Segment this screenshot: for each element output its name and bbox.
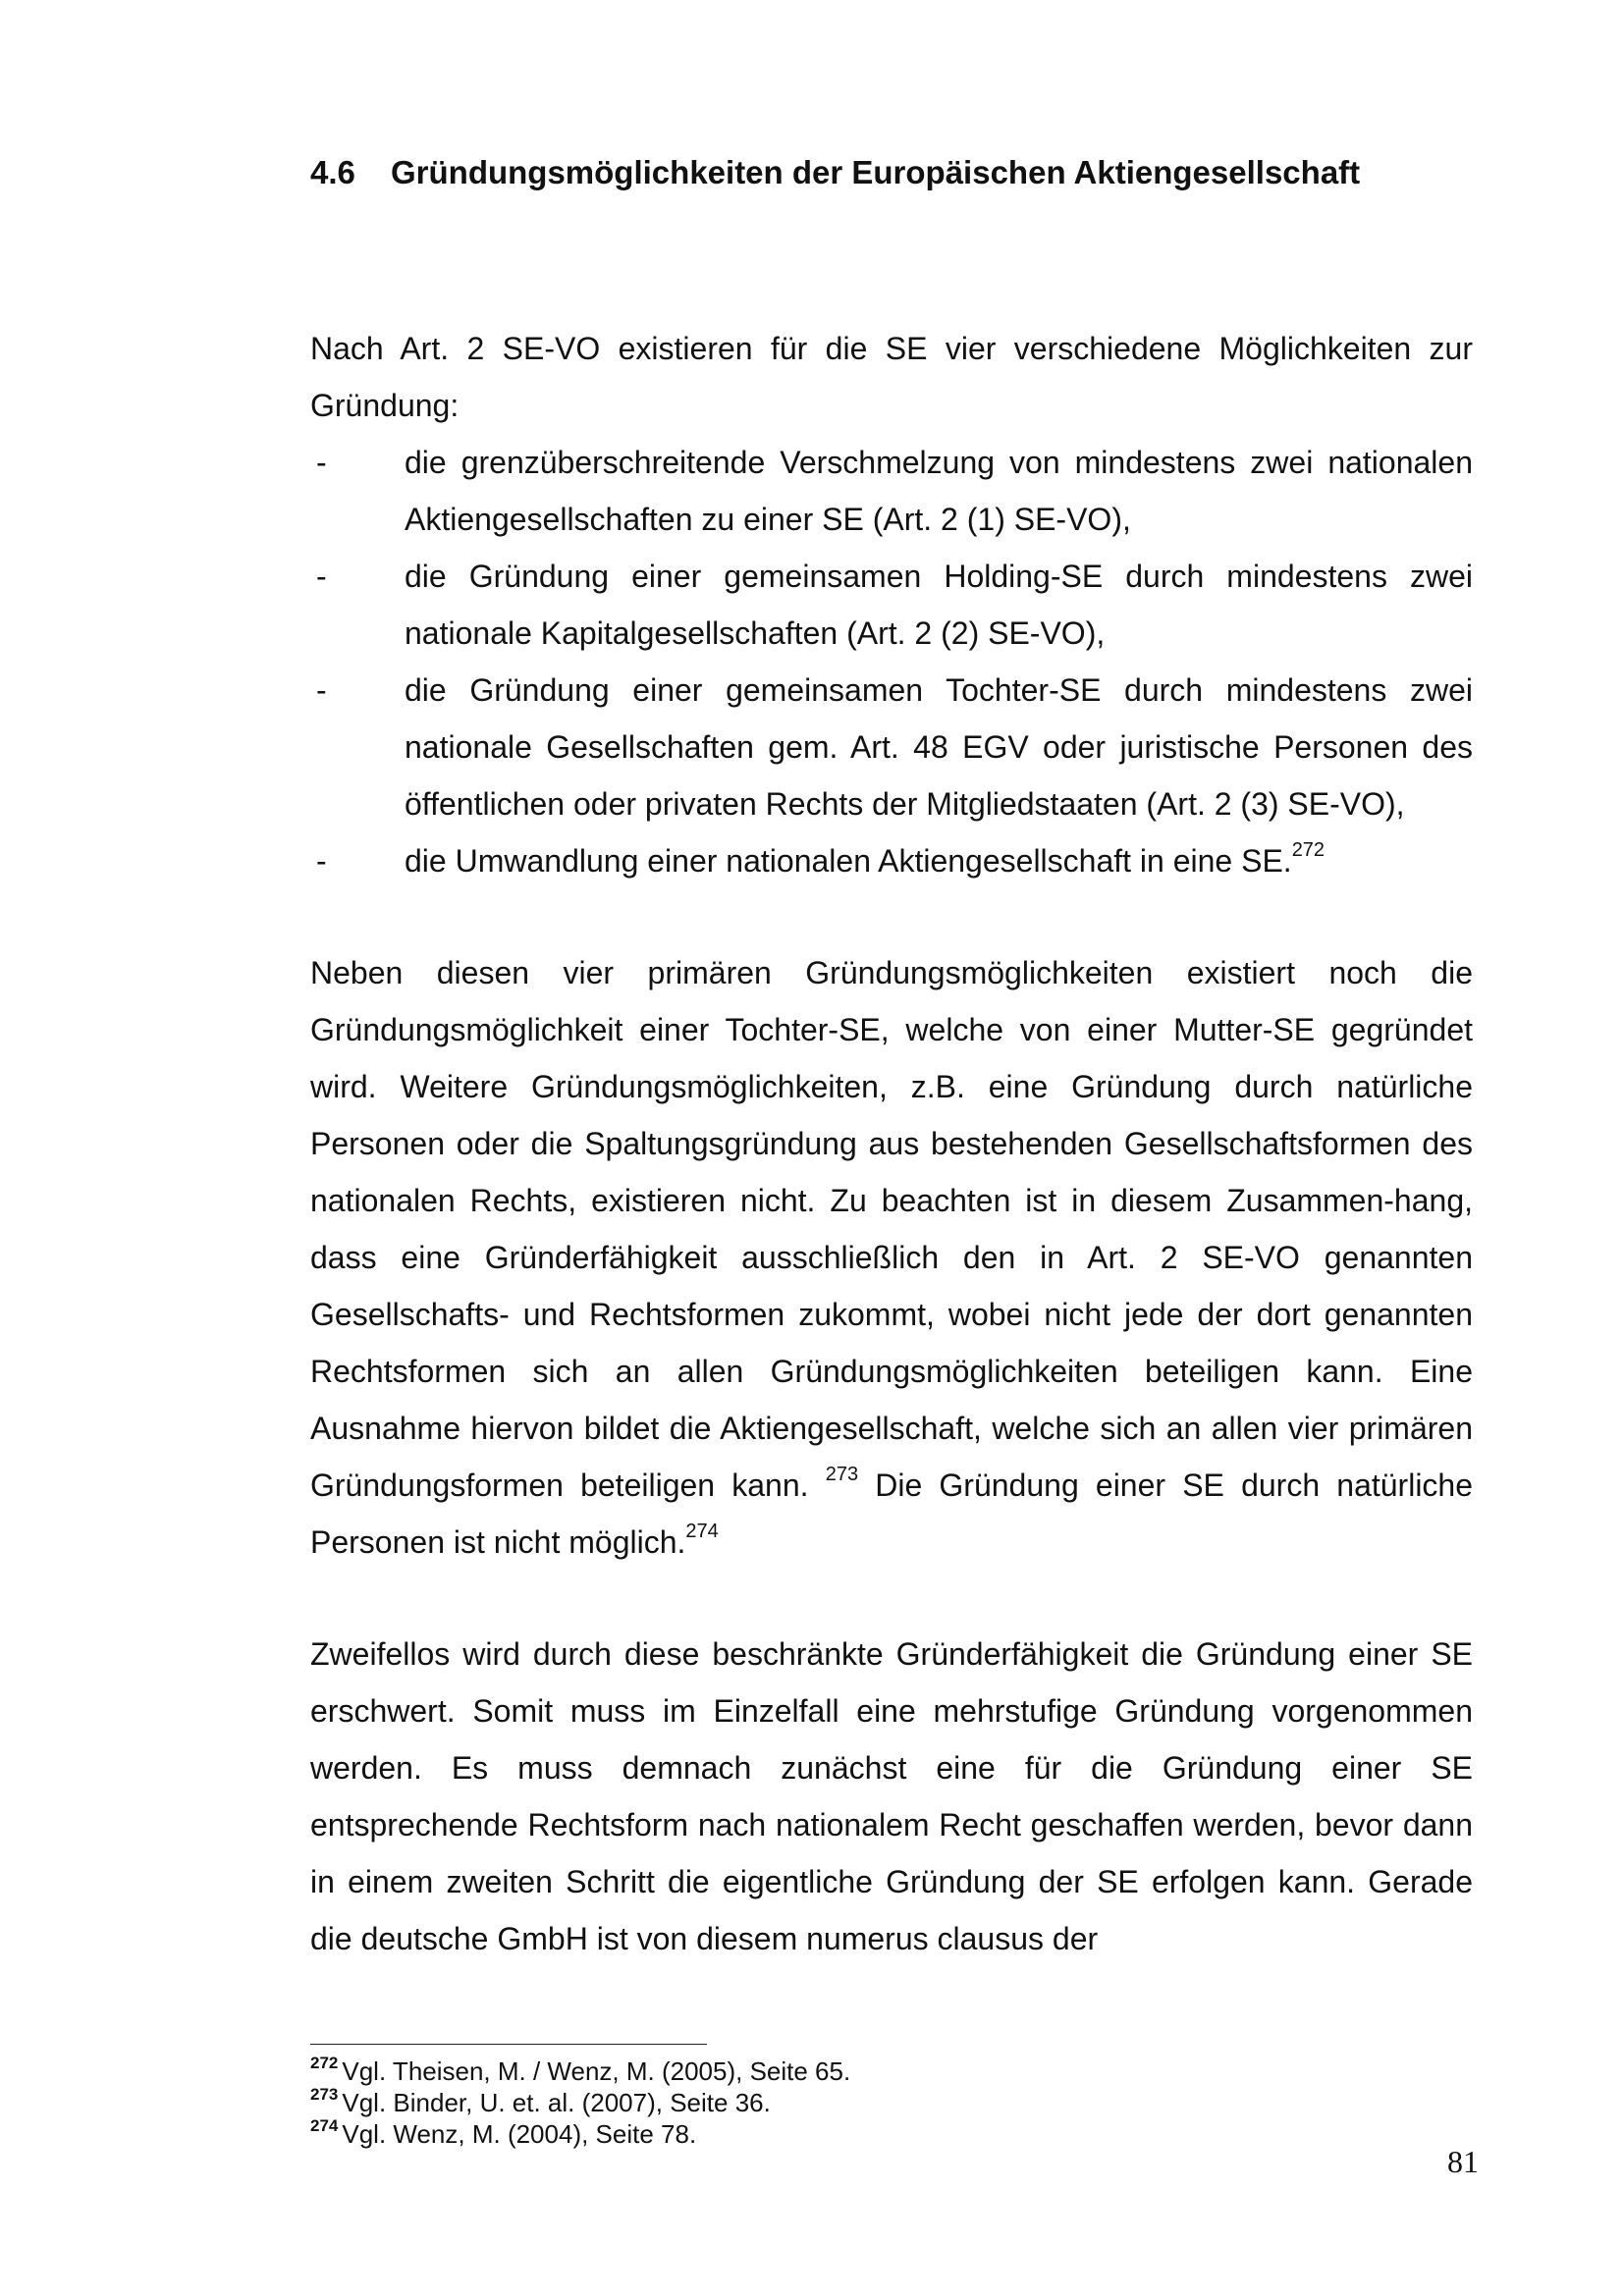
footnote-text: Vgl. Wenz, M. (2004), Seite 78. <box>342 2119 697 2149</box>
list-marker: - <box>316 559 327 594</box>
paragraph-text: Neben diesen vier primären Gründungsmöglichkeiten existiert noch die Gründungsmöglichkeit einer Tochter-SE, welche von einer Mutter-SE gegründet wird. Weitere Gründungsmöglichkeiten, z.B. eine Gründung durch natürliche Personen oder die Spaltungsgründung aus bestehenden Gesellschaftsformen des nationalen Rechts, existieren nicht. Zu beachten ist in diesem Zusammen-hang, dass eine Gründerfähigkeit ausschließlich den in Art. 2 SE-VO genannten Gesellschafts- und Rechtsformen zukommt, wobei nicht jede der dort genannten Rechtsformen sich an allen Gründungsmöglichkeiten beteiligen kann. Eine Ausnahme hiervon bildet die Aktiengesellschaft, welche sich an allen vier primären Gründungsformen beteiligen kann. <box>310 955 1473 1503</box>
footnote-separator <box>310 2044 707 2045</box>
footnote-ref: 274 <box>685 1521 719 1542</box>
list-marker: - <box>316 445 327 480</box>
footnote-number: 274 <box>310 2116 339 2135</box>
list-marker: - <box>316 672 327 708</box>
footnote-text: Vgl. Theisen, M. / Wenz, M. (2005), Seite 65. <box>342 2056 851 2086</box>
list-item-text: die Gründung einer gemeinsamen Holding-SE durch mindestens zwei nationale Kapitalgesellschaften (Art. 2 (2) SE-VO), <box>405 559 1473 651</box>
list-item <box>310 832 1473 889</box>
paragraph-text: Die Gründung einer SE durch natürliche Personen ist nicht möglich. <box>310 1468 1474 1560</box>
list-item <box>310 548 1473 662</box>
list-item-text: die Gründung einer gemeinsamen Tochter-SE durch mindestens zwei nationale Gesellschaften gem. Art. 48 EGV oder juristische Personen des öffentlichen oder privaten Rechts der Mitgliedstaaten (Art. 2 (3) SE-VO), <box>405 672 1473 822</box>
footnote-number: 272 <box>310 2054 339 2072</box>
body-paragraph-3 <box>310 1626 1473 1967</box>
footnote-ref: 272 <box>1291 839 1325 861</box>
page-number: 81 <box>1447 2144 1479 2179</box>
footnote <box>310 2087 1390 2118</box>
list-item <box>310 434 1473 548</box>
founding-options-list <box>310 434 1473 889</box>
section-number: 4.6 <box>310 154 355 190</box>
paragraph-text: Zweifellos wird durch diese beschränkte Gründerfähigkeit die Gründung einer SE erschwert. Somit muss im Einzelfall eine mehrstufige Gründung vorgenommen werden. Es muss demnach zunächst eine für die Gründung einer SE entsprechende Rechtsform nach nationalem Recht geschaffen werden, bevor dann in einem zweiten Schritt die eigentliche Gründung der SE erfolgen kann. Gerade die deutsche GmbH ist von diesem numerus clausus der <box>310 1636 1473 1956</box>
list-item-text: die grenzüberschreitende Verschmelzung von mindestens zwei nationalen Aktiengesellschaften zu einer SE (Art. 2 (1) SE-VO), <box>405 445 1473 537</box>
section-title: Gründungsmöglichkeiten der Europäischen Aktiengesellschaft <box>391 154 1361 190</box>
list-marker: - <box>316 843 327 879</box>
list-item-text: die Umwandlung einer nationalen Aktiengesellschaft in eine SE. <box>405 843 1292 879</box>
intro-and-list <box>310 320 1473 889</box>
footnotes <box>310 2056 1390 2150</box>
intro-paragraph: Nach Art. 2 SE-VO existieren für die SE vier verschiedene Möglichkeiten zur Gründung: <box>310 331 1473 423</box>
footnote <box>310 2118 1390 2150</box>
list-item <box>310 662 1473 832</box>
footnote-text: Vgl. Binder, U. et. al. (2007), Seite 36. <box>342 2088 771 2117</box>
footnote-ref: 273 <box>825 1464 859 1485</box>
body-paragraph-2 <box>310 944 1473 1571</box>
section-heading <box>310 153 1488 192</box>
footnote-number: 273 <box>310 2085 339 2104</box>
footnote <box>310 2056 1390 2087</box>
